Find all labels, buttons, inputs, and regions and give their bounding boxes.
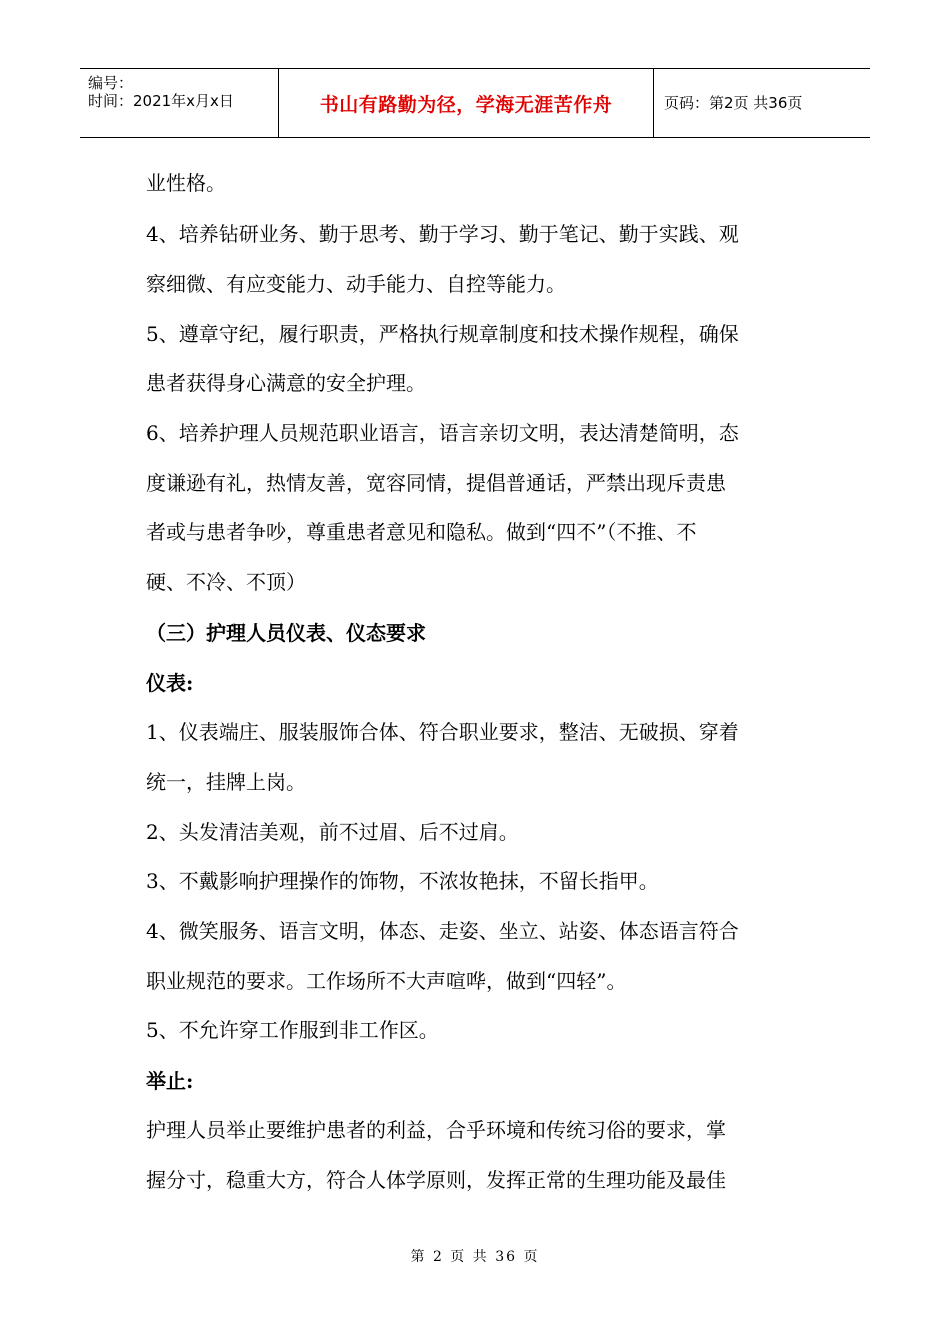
document-number-label: 编号： (88, 74, 134, 92)
body-line: 握分寸，稳重大方，符合人体学原则，发挥正常的生理功能及最佳 (146, 1168, 726, 1192)
body-line: 统一，挂牌上岗。 (146, 770, 306, 794)
body-line: 5、遵章守纪，履行职责，严格执行规章制度和技术操作规程，确保 (146, 322, 739, 346)
subsection-heading: 举止: (146, 1069, 194, 1093)
body-line: 患者获得身心满意的安全护理。 (146, 371, 426, 395)
page-footer: 第 2 页 共 36 页 (410, 1249, 540, 1265)
body-line: 察细微、有应变能力、动手能力、自控等能力。 (146, 272, 566, 296)
body-line: 3、不戴影响护理操作的饰物，不浓妆艳抹，不留长指甲。 (146, 869, 659, 893)
body-line: 5、不允许穿工作服到非工作区。 (146, 1018, 439, 1042)
body-line: 护理人员举止要维护患者的利益，合乎环境和传统习俗的要求，掌 (146, 1118, 726, 1142)
subsection-heading: 仪表: (146, 671, 194, 695)
body-line: 者或与患者争吵，尊重患者意见和隐私。做到“四不”（不推、不 (146, 520, 697, 544)
header-motto-cell (279, 69, 654, 137)
page-header (80, 68, 870, 138)
header-page-cell (654, 69, 870, 137)
section-heading: （三）护理人员仪表、仪态要求 (146, 621, 426, 645)
body-line: 度谦逊有礼，热情友善，宽容同情，提倡普通话，严禁出现斥责患 (146, 471, 726, 495)
body-line: 4、微笑服务、语言文明，体态、走姿、坐立、站姿、体态语言符合 (146, 919, 739, 943)
header-page-info: 页码：第2页 共36页 (664, 94, 803, 112)
body-line: 职业规范的要求。工作场所不大声喧哗，做到“四轻”。 (146, 969, 627, 993)
header-motto: 书山有路勤为径，学海无涯苦作舟 (319, 93, 613, 116)
body-line: 2、头发清洁美观，前不过眉、后不过肩。 (146, 820, 519, 844)
body-line: 硬、不冷、不顶） (146, 570, 306, 594)
body-line: 1、仪表端庄、服装服饰合体、符合职业要求，整洁、无破损、穿着 (146, 720, 739, 744)
header-left-cell (80, 69, 279, 137)
body-line: 业性格。 (146, 171, 226, 195)
document-date: 时间：2021年x月x日 (88, 92, 234, 110)
body-line: 4、培养钻研业务、勤于思考、勤于学习、勤于笔记、勤于实践、观 (146, 222, 739, 246)
body-line: 6、培养护理人员规范职业语言，语言亲切文明，表达清楚简明，态 (146, 421, 739, 445)
